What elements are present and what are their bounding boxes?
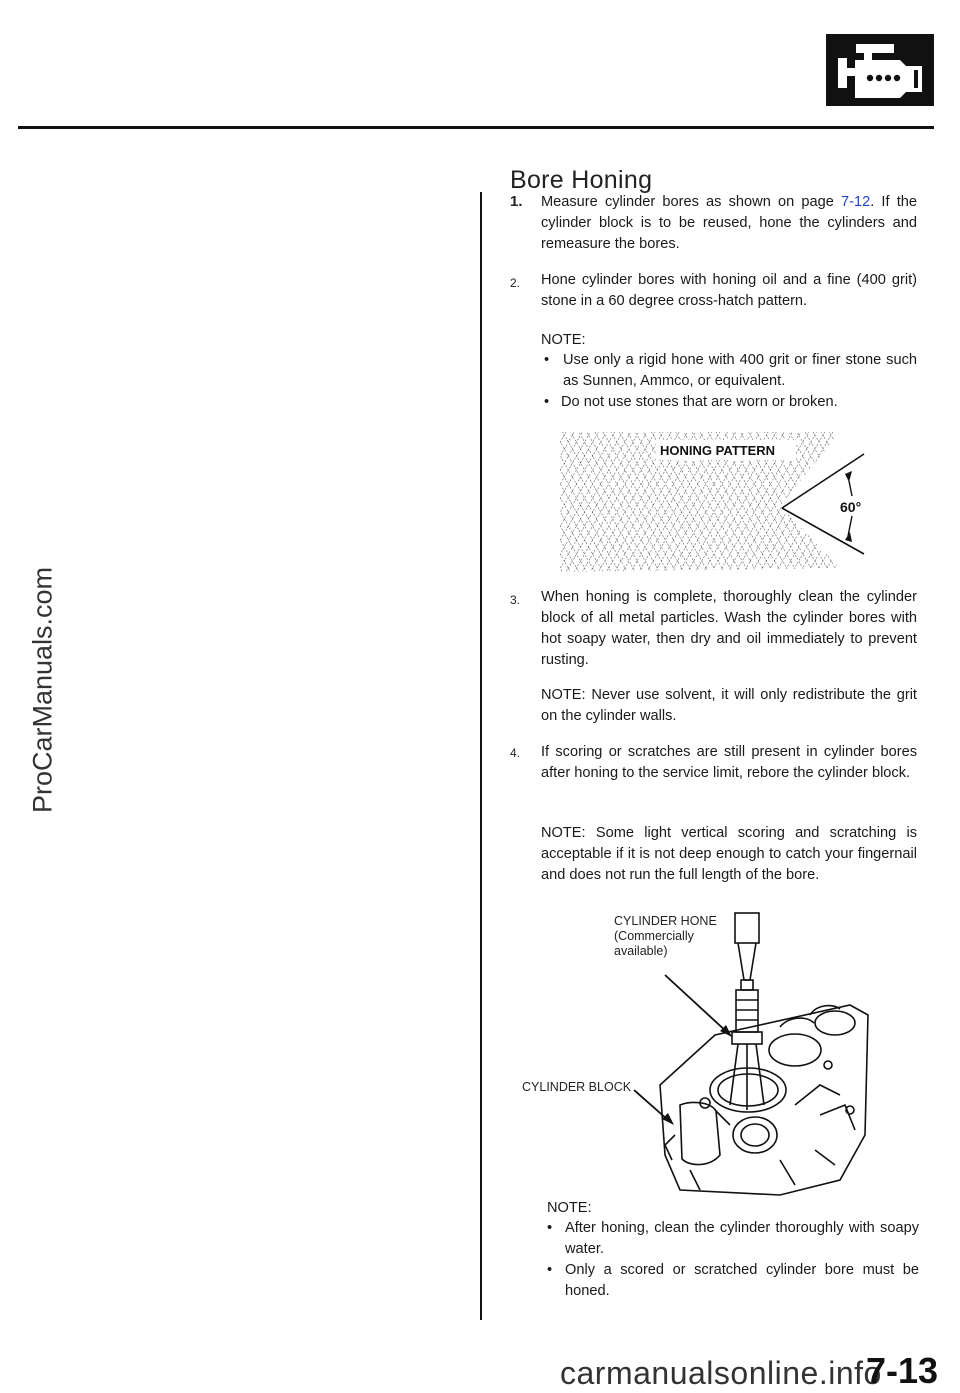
note-5-bullet-1: After honing, clean the cylinder thoroughly with soapy water. [565, 1220, 919, 1257]
step-1-pre: Measure cylinder bores as shown on page [541, 194, 841, 210]
note-1-bullet-2: Do not use stones that are worn or broken. [561, 394, 838, 410]
cylinder-hone-figure [620, 905, 880, 1200]
honing-pattern-figure [560, 428, 880, 582]
footer-watermark: carmanualsonline.info [560, 1355, 882, 1391]
note-1-bullet-1: Use only a rigid hone with 400 grit or finer stone such as Sunnen, Ammco, or equivalent. [563, 352, 917, 389]
step-2-text: Hone cylinder bores with honing oil and a fine (400 grit) stone in a 60 degree cross-hatch pattern. [541, 272, 917, 309]
step-number-2: 2. [510, 276, 521, 290]
angle-label: 60° [840, 499, 862, 515]
bullet-dot: • [544, 394, 550, 410]
page-title: Bore Honing [510, 166, 653, 194]
step-number-1: 1. [510, 193, 523, 210]
watermark-side [18, 520, 68, 860]
note-4: NOTE: Some light vertical scoring and scratching is acceptable if it is not deep enough to catch your fingernail and does not run the full length of the bore. [541, 825, 917, 883]
note-3: NOTE: Never use solvent, it will only redistribute the grit on the cylinder walls. [541, 687, 917, 724]
note-5-bullet-2: Only a scored or scratched cylinder bore must be honed. [565, 1262, 919, 1299]
step-1-post: . If the cylinder block is to be reused, hone the cylinders and remeasure the bores. [541, 194, 917, 252]
watermark-text: ProCarManuals.com [27, 566, 58, 814]
header-rule [18, 126, 934, 129]
step-4-text: If scoring or scratches are still present in cylinder bores after honing to the service limit, rebore the cylinder block. [541, 744, 917, 781]
hone-label-line-2: (Commercially [614, 929, 694, 943]
step-number-4: 4. [510, 746, 521, 760]
hone-label-line-3: available) [614, 944, 668, 958]
page-ref-link[interactable]: 7-12 [841, 194, 871, 210]
note-label-5: NOTE: [547, 1200, 592, 1216]
cylinder-block-label: CYLINDER BLOCK [522, 1080, 632, 1094]
page-number: 7-13 [865, 1350, 938, 1391]
step-1-text [541, 192, 917, 255]
step-number-3: 3. [510, 593, 521, 607]
bullet-dot: • [544, 352, 550, 368]
note-label-1: NOTE: [541, 332, 586, 348]
bullet-dot: • [547, 1220, 553, 1236]
honing-pattern-label: HONING PATTERN [660, 443, 776, 458]
step-3-text: When honing is complete, thoroughly clean the cylinder block of all metal particles. Wash the cylinder bores with hot soapy water, then dry and oil immediately to prevent rusting. [541, 589, 917, 668]
bullet-dot: • [547, 1262, 553, 1278]
hone-label-line-1: CYLINDER HONE [614, 914, 717, 928]
column-rule [480, 192, 482, 1320]
engine-icon [826, 34, 934, 106]
